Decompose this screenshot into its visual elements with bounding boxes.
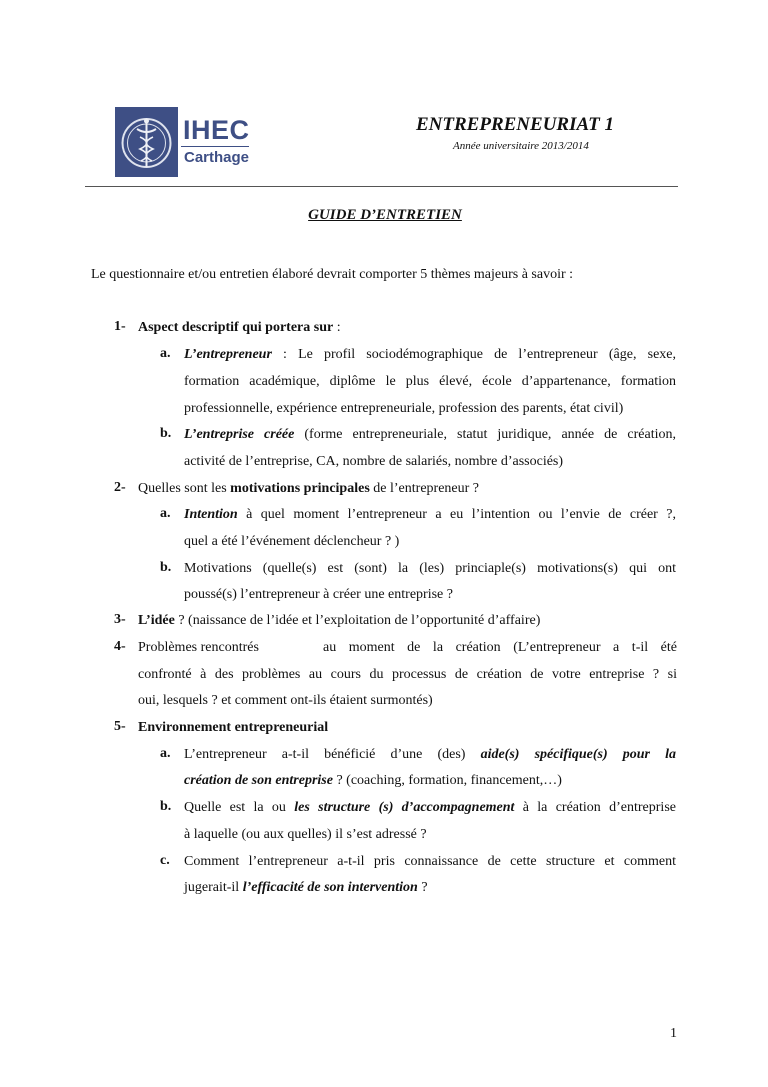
ihec-logo	[115, 107, 255, 177]
intro-paragraph: Le questionnaire et/ou entretien élaboré devrait comporter 5 thèmes majeurs à savoir :	[91, 267, 574, 282]
s1-b-line2: activité de l’entreprise, CA, nombre de salariés, nombre d’associés)	[184, 454, 564, 469]
document-title: GUIDE D’ENTRETIEN	[308, 207, 462, 223]
s5-c-line1: Comment l’entrepreneur a-t-il pris connaissance de cette structure et comment	[184, 854, 676, 869]
s5-a-line1: L’entrepreneur a-t-il bénéficié d’une (des) aide(s) spécifique(s) pour la	[184, 747, 676, 762]
page-number: 1	[670, 1026, 677, 1041]
s5-c-letter: c.	[160, 853, 170, 868]
s1-a-line2: formation académique, diplôme le plus élevé, école d’appartenance, formation	[184, 374, 676, 389]
section-5-heading: Environnement entrepreneurial	[138, 720, 329, 735]
section-4-key: Problèmes rencontrés	[138, 640, 259, 655]
section-5-number: 5-	[114, 719, 126, 734]
section-2-number: 2-	[114, 480, 126, 495]
section-4-line1: au moment de la création (L’entrepreneur a t-il été	[323, 640, 677, 655]
s1-b-letter: b.	[160, 426, 172, 441]
s2-b-letter: b.	[160, 560, 172, 575]
section-4-line3: oui, lesquels ? et comment ont-ils étaient surmontés)	[138, 693, 433, 708]
section-3-number: 3-	[114, 612, 126, 627]
s2-b-line1: Motivations (quelle(s) est (sont) la (les) princiaple(s) motivations(s) qui ont	[184, 561, 676, 576]
s2-a-letter: a.	[160, 506, 171, 521]
section-1-number: 1-	[114, 319, 126, 334]
s5-b-letter: b.	[160, 799, 172, 814]
academic-year: Année universitaire 2013/2014	[453, 140, 589, 152]
section-3-text: L’idée ? (naissance de l’idée et l’exploitation de l’opportunité d’affaire)	[138, 613, 541, 628]
logo-divider	[181, 146, 249, 147]
logo-ihec-text: IHEC	[183, 115, 250, 145]
s1-a-letter: a.	[160, 346, 171, 361]
s1-b-line1: L’entreprise créée (forme entrepreneuriale, statut juridique, année de création,	[184, 427, 677, 442]
s5-a-letter: a.	[160, 746, 171, 761]
s1-a-line3: professionnelle, expérience entrepreneuriale, profession des parents, état civil)	[184, 401, 624, 416]
s5-b-line2: à laquelle (ou aux quelles) il s’est adressé ?	[184, 827, 427, 842]
logo-carthage-text: Carthage	[184, 149, 250, 166]
s5-b-line1: Quelle est la ou les structure (s) d’accompagnement à la création d’entreprise	[184, 800, 676, 815]
section-4-line2: confronté à des problèmes au cours du processus de création de votre entreprise ? si	[138, 667, 677, 682]
header-divider	[85, 186, 678, 187]
section-4-number: 4-	[114, 639, 126, 654]
s5-a-line2: création de son entreprise ? (coaching, formation, financement,…)	[184, 773, 562, 788]
section-1-heading: Aspect descriptif qui portera sur :	[138, 320, 341, 335]
section-2-heading: Quelles sont les motivations principales de l’entrepreneur ?	[138, 481, 479, 496]
s2-a-line2: quel a été l’événement déclencheur ? )	[184, 534, 400, 549]
caduceus-emblem-icon	[115, 107, 178, 177]
s5-c-line2: jugerait-il l’efficacité de son intervention ?	[184, 880, 428, 895]
s1-a-line1: L’entrepreneur : Le profil sociodémographique de l’entrepreneur (âge, sexe,	[184, 347, 676, 362]
s2-b-line2: poussé(s) l’entrepreneur à créer une entreprise ?	[184, 587, 453, 602]
course-title: ENTREPRENEURIAT 1	[416, 114, 614, 135]
s2-a-line1: Intention à quel moment l’entrepreneur a eu l’intention ou l’envie de créer ?,	[184, 507, 676, 522]
